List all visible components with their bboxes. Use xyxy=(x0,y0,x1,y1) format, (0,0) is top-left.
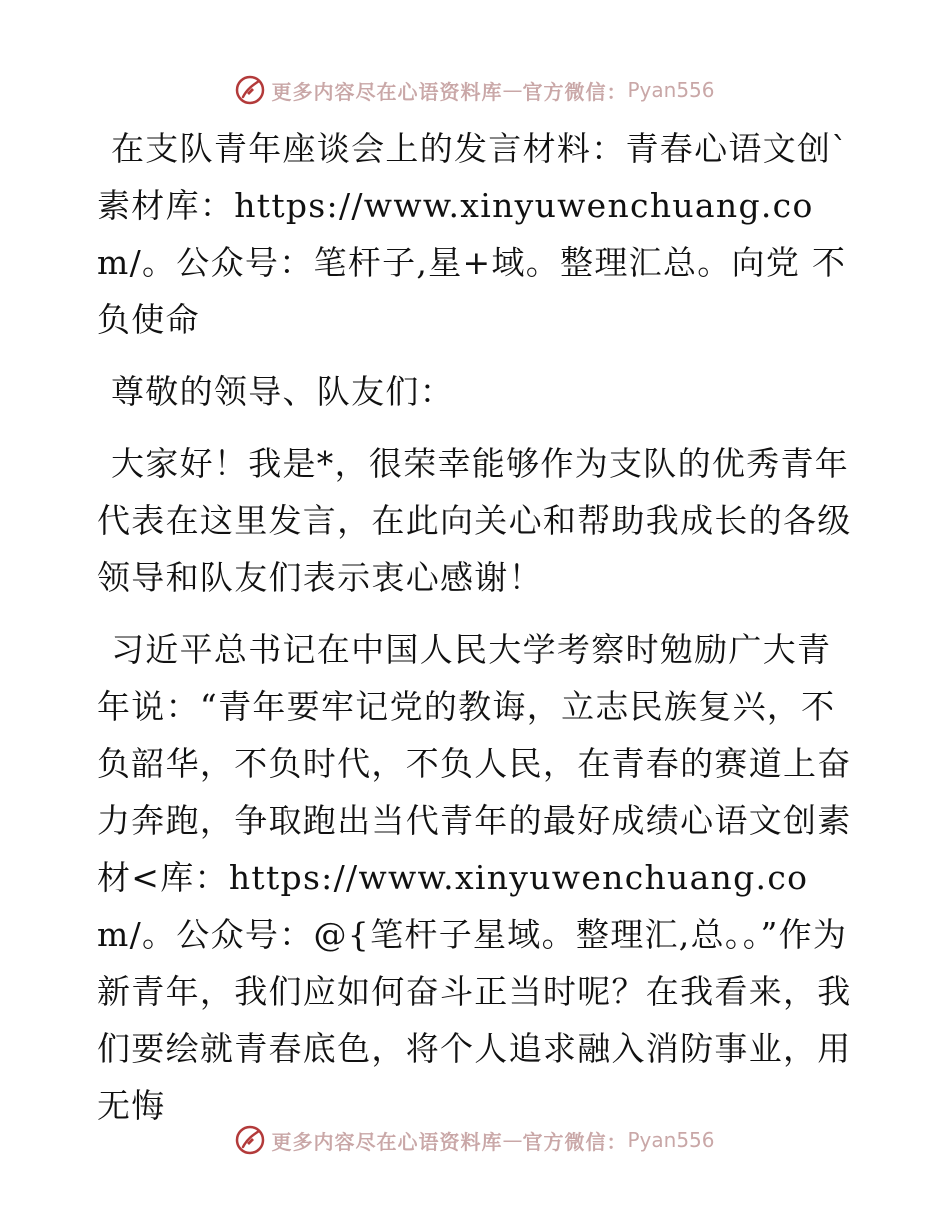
banner-wechat-id: Pyan556 xyxy=(627,1128,715,1152)
banner-wechat-label: 官方微信： xyxy=(522,1129,628,1154)
document-body xyxy=(97,120,857,1134)
pen-swirl-logo-icon xyxy=(235,1125,265,1155)
pen-swirl-logo-icon xyxy=(235,75,265,105)
paragraph-title-intro xyxy=(97,120,857,348)
banner-separator: — xyxy=(502,1128,523,1152)
banner-separator: — xyxy=(502,78,523,102)
paragraph-text: 大家好！我是*，很荣幸能够作为支队的优秀青年代表在这里发言，在此向关心和帮助我成长的各级领导和队友们表示衷心感谢！ xyxy=(97,444,852,597)
banner-wechat-label: 官方微信： xyxy=(522,79,628,104)
paragraph-text: 尊敬的领导、队友们： xyxy=(111,372,454,411)
header-banner-inner xyxy=(235,75,714,105)
footer-banner xyxy=(0,1120,950,1160)
paragraph-text: 习近平总书记在中国人民大学考察时勉励广大青年说：“青年要牢记党的教诲，立志民族复兴，不负韶华，不负时代，不负人民，在青春的赛道上奋力奔跑，争取跑出当代青年的最好成绩心语文创素材<库：https://www.xinyuwenchuang.com/。公众号：@{笔杆子星域。整理汇,总。。”作为新青年，我们应如何奋斗正当时呢？在我看来，我们要绘就青春底色，将个人追求融入消防事业，用无悔 xyxy=(97,630,852,1125)
banner-site-text: 更多内容尽在心语资料库 xyxy=(271,1129,503,1154)
paragraph-salutation xyxy=(97,363,857,420)
paragraph-greeting xyxy=(97,435,857,606)
banner-site-text: 更多内容尽在心语资料库 xyxy=(271,79,503,104)
header-banner xyxy=(0,70,950,110)
footer-banner-inner xyxy=(235,1125,714,1155)
banner-wechat-id: Pyan556 xyxy=(627,78,715,102)
paragraph-quote xyxy=(97,621,857,1134)
paragraph-text: 在支队青年座谈会上的发言材料：青春心语文创`素材库：https://www.xinyuwenchuang.com/。公众号：笔杆子,星+域。整理汇总。向党 不负使命 xyxy=(97,129,850,339)
